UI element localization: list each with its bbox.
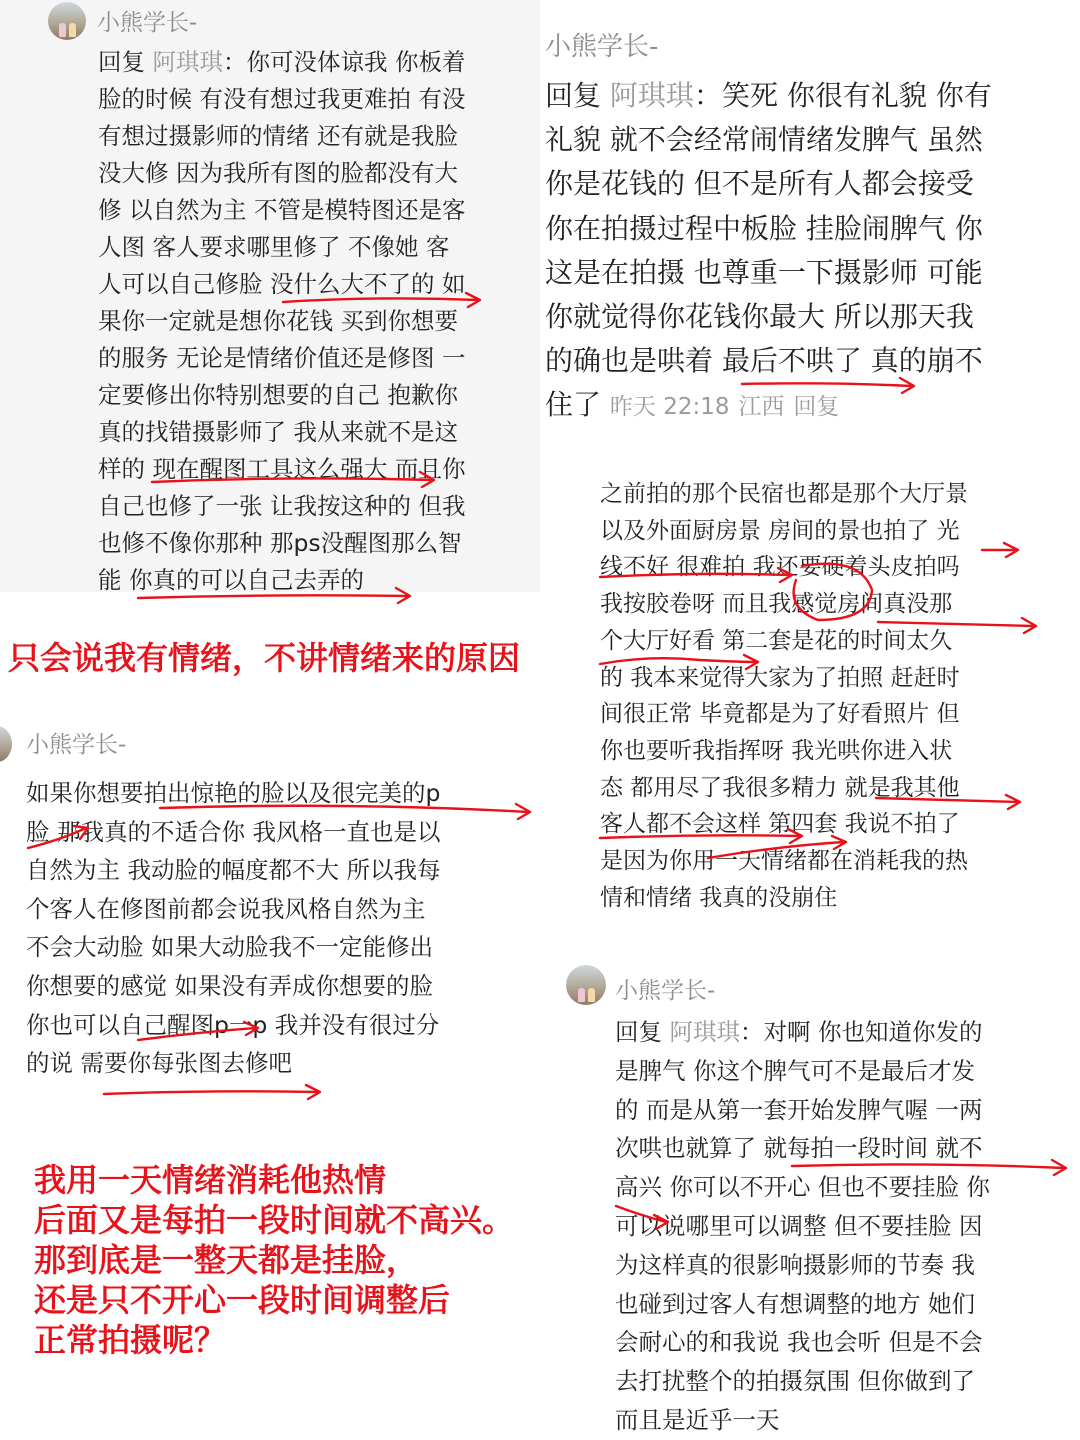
user-avatar[interactable] [566,965,606,1005]
annotation-note-2: 我用一天情绪消耗他热情 后面又是每拍一段时间就不高兴。 那到底是一整天都是挂脸， 还是只不开心一段时间调整后 正常拍摄呢？ [34,1161,515,1359]
comment-card-2 [540,0,1080,440]
comment-card-1 [0,0,540,592]
comment-card-4 [590,470,1060,920]
avatar-figure-icon [578,988,585,1002]
comment-body: 回复 阿琪琪：对啊 你也知道你发的 是脾气 你这个脾气可不是最后才发 的 而是从第一套开始发脾气喔 一两 次哄也就算了 就每拍一段时间 就不 高兴 你可以不开心 但也不要挂脸 你 可以说哪里可以调整 但不要挂脸 因 为这样真的很影响摄影师的节奏 我 也碰到过客人有想调整的地方 她们 会耐心的和我说 我也会听 但是不会 去打扰整个的拍摄氛围 但你做到了 而且是近乎一天 [615,1018,990,1434]
reply-label: 回复 [98,48,145,76]
reply-to-name[interactable]: 阿琪琪 [152,48,223,76]
username[interactable]: 小熊学长- [26,732,127,758]
comment-body: 回复 阿琪琪：笑死 你很有礼貌 你有 礼貌 就不会经常闹情绪发脾气 虽然 你是花钱的 但不是所有人都会接受 你在拍摄过程中板脸 挂脸闹脾气 你 这是在拍摄 也尊重一下摄影师 可能 你就觉得你花钱你最大 所以那天我 的确也是哄着 最后不哄了 真的崩不 住了 昨天 22:18 江西 回复 [545,79,992,422]
user-avatar[interactable] [48,2,86,40]
comment-text: 你可没体谅我 你板着 脸的时候 有没有想过我更难拍 有没 有想过摄影师的情绪 还有就是我脸 没大修 因为我所有图的脸都没有大 修 以自然为主 不管是模特图还是客 人图 客人要求哪里修了 不像她 客 人可以自己修脸 没什么大不了的 如 果你一定就是想你花钱 买到你想要 的服务 无论是情绪价值还是修图 一 定要修出你特别想要的自己 抱歉你 真的找错摄影师了 我从来就不是这 样的 现在醒图工具这么强大 而且你 自己也修了一张 让我按这种的 但我 也修不像你那种 那ps没醒图那么智 能 你真的可以自己去弄的 [98,48,466,594]
comment-text: 对啊 你也知道你发的 是脾气 你这个脾气可不是最后才发 的 而是从第一套开始发脾气喔 一两 次哄也就算了 就每拍一段时间 就不 高兴 你可以不开心 但也不要挂脸 你 可以说哪里可以调整 但不要挂脸 因 为这样真的很影响摄影师的节奏 我 也碰到过客人有想调整的地方 她们 会耐心的和我说 我也会听 但是不会 去打扰整个的拍摄氛围 但你做到了 而且是近乎一天 [615,1018,990,1434]
reply-button[interactable]: 回复 [793,394,840,421]
comment-time: 昨天 22:18 [609,394,730,421]
avatar-figure-icon [59,23,66,37]
comment-text: 笑死 你很有礼貌 你有 礼貌 就不会经常闹情绪发脾气 虽然 你是花钱的 但不是所有人都会接受 你在拍摄过程中板脸 挂脸闹脾气 你 这是在拍摄 也尊重一下摄影师 可能 你就觉得你花钱你最大 所以那天我 的确也是哄着 最后不哄了 真的崩不 住了 [545,79,992,422]
username[interactable]: 小熊学长- [545,32,659,62]
avatar-figure-icon [588,988,595,1002]
reply-label: 回复 [545,79,602,112]
comment-body: 如果你想要拍出惊艳的脸以及很完美的p 脸 那我真的不适合你 我风格一直也是以 自然为主 我动脸的幅度都不大 所以我每 个客人在修图前都会说我风格自然为主 不会大动脸 如果大动脸我不一定能修出 你想要的感觉 如果没有弄成你想要的脸 你也可以自己醒图p一p 我并没有很过分 的说 需要你每张图去修吧 [26,779,441,1078]
username[interactable]: 小熊学长- [97,10,198,36]
avatar-figure-icon [69,23,76,37]
comment-body: 回复 阿琪琪：你可没体谅我 你板着 脸的时候 有没有想过我更难拍 有没 有想过摄影师的情绪 还有就是我脸 没大修 因为我所有图的脸都没有大 修 以自然为主 不管是模特图还是客 人图 客人要求哪里修了 不像她 客 人可以自己修脸 没什么大不了的 如 果你一定就是想你花钱 买到你想要 的服务 无论是情绪价值还是修图 一 定要修出你特别想要的自己 抱歉你 真的找错摄影师了 我从来就不是这 样的 现在醒图工具这么强大 而且你 自己也修了一张 让我按这种的 但我 也修不像你那种 那ps没醒图那么智 能 你真的可以自己去弄的 [98,48,466,594]
annotation-note-1: 只会说我有情绪，不讲情绪来的原因 [8,639,521,677]
reply-to-name[interactable]: 阿琪琪 [609,79,694,112]
comment-location: 江西 [738,394,785,421]
reply-label: 回复 [615,1018,662,1046]
comment-body: 之前拍的那个民宿也都是那个大厅景 以及外面厨房景 房间的景也拍了 光 线不好 很难拍 我还要硬着头皮拍吗 我按胶卷呀 而且我感觉房间真没那 个大厅好看 第二套是花的时间太久 的 我本来觉得大家为了拍照 赶赶时 间很正常 毕竟都是为了好看照片 但 你也要听我指挥呀 我光哄你进入状 态 都用尽了我很多精力 就是我其他 客人都不会这样 第四套 我说不拍了 是因为你用一天情绪都在消耗我的热 情和情绪 我真的没崩住 [600,481,968,911]
comment-card-5 [560,955,1080,1440]
username[interactable]: 小熊学长- [615,978,716,1004]
comment-card-3 [0,716,560,1096]
user-avatar[interactable] [0,726,12,762]
reply-to-name[interactable]: 阿琪琪 [669,1018,740,1046]
